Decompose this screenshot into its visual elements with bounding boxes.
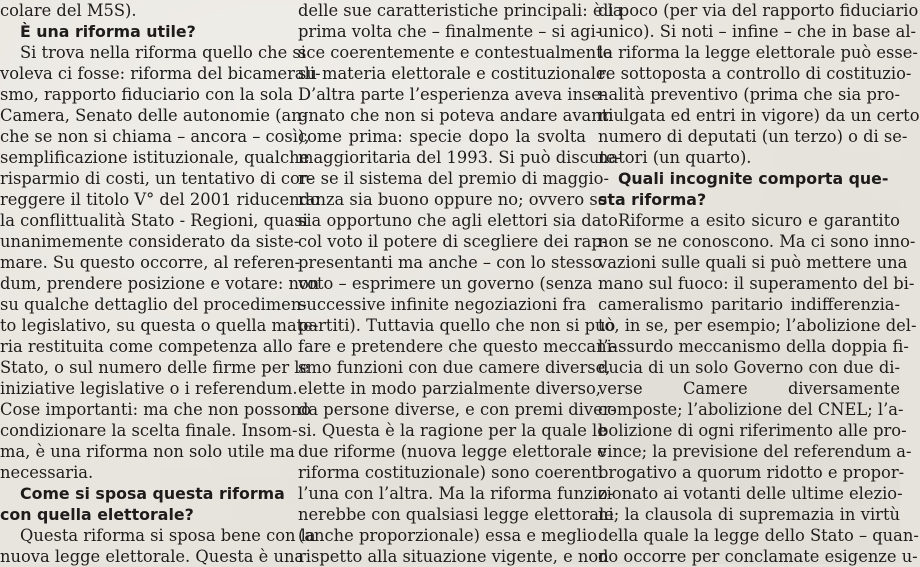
text-line: numero di deputati (un terzo) o di se- <box>598 127 908 146</box>
text-line: ni; la clausola di supremazia in virtù <box>598 505 900 524</box>
text-line: brogativo a quorum ridotto e propor- <box>598 463 905 482</box>
text-line: sce coerentemente e contestualmente <box>298 43 613 62</box>
text-line: unanimemente considerato da siste- <box>0 232 300 251</box>
text-line: l’una con l’altra. Ma la riforma funzio- <box>298 484 614 503</box>
paragraph-first-line: Questa riforma si sposa bene con la <box>20 526 316 545</box>
text-line: vazioni sulle quali si può mettere una <box>598 253 908 272</box>
text-line: re se il sistema del premio di maggio- <box>298 169 609 188</box>
text-line: che se non si chiama – ancora – così), <box>0 127 310 146</box>
text-line: ranza sia buono oppure no; ovvero se <box>298 190 608 209</box>
text-line: presentanti ma anche – con lo stesso <box>298 253 603 272</box>
text-line: mare. Su questo occorre, al referen- <box>0 253 301 272</box>
section-heading: sta riforma? <box>598 190 707 209</box>
text-line: unico). Si noti – infine – che in base al- <box>598 22 917 41</box>
paragraph-first-line: Si trova nella riforma quello che si <box>20 43 306 62</box>
text-line: risparmio di costi, un tentativo di cor- <box>0 169 314 188</box>
text-line: sia opportuno che agli elettori sia dato <box>298 211 618 230</box>
text-line: ria restituita come competenza allo <box>0 337 293 356</box>
text-line: voleva ci fosse: riforma del bicamerali- <box>0 64 321 83</box>
text-line: D’altra parte l’esperienza aveva inse- <box>298 85 607 104</box>
text-line: nerebbe con qualsiasi legge elettorale <box>298 505 614 524</box>
paragraph-last-line: natori (un quarto). <box>598 148 752 167</box>
text-line: come prima: specie dopo la svolta <box>298 127 586 146</box>
text-line: fare e pretendere che questo meccani- <box>298 337 618 356</box>
text-line: composte; l’abolizione del CNEL; l’a- <box>598 400 904 419</box>
text-line: la conflittualità Stato - Regioni, quasi <box>0 211 308 230</box>
paragraph-first-line: Riforme a esito sicuro e garantito <box>618 211 900 230</box>
text-line: maggioritaria del 1993. Si può discute- <box>298 148 622 167</box>
paragraph-last-line: colare del M5S). <box>0 1 137 20</box>
section-heading: Come si sposa questa riforma <box>20 484 285 503</box>
text-line: successive infinite negoziazioni fra <box>298 295 587 314</box>
text-line: Cose importanti: ma che non possono <box>0 400 311 419</box>
text-line: gnato che non si poteva andare avanti <box>298 106 614 125</box>
text-line: iniziative legislative o i referendum. <box>0 379 298 398</box>
section-heading: con quella elettorale? <box>0 505 194 524</box>
text-line: nalità preventivo (prima che sia pro- <box>598 85 900 104</box>
text-line: su materia elettorale e costituzionale. <box>298 64 611 83</box>
text-line: smo funzioni con due camere diverse, <box>298 358 611 377</box>
text-line: della quale la legge dello Stato – quan- <box>598 526 919 545</box>
text-line: su qualche dettaglio del procedimen- <box>0 295 307 314</box>
text-line: re sottoposta a controllo di costituzio- <box>598 64 912 83</box>
article-column-1 <box>0 0 321 566</box>
text-line: da persone diverse, e con premi diver- <box>298 400 616 419</box>
text-line: vince; la previsione del referendum a- <box>598 442 912 461</box>
text-line: la riforma la legge elettorale può esse- <box>598 43 918 62</box>
article-column-2 <box>298 0 623 566</box>
text-line: nuova legge elettorale. Questa è una <box>0 547 305 566</box>
paragraph-last-line: necessaria. <box>0 463 94 482</box>
text-line: di poco (per via del rapporto fiduciario <box>598 1 919 20</box>
text-line: delle sue caratteristiche principali: è la <box>298 1 623 20</box>
text-line: cameralismo paritario indifferenzia- <box>598 295 900 314</box>
text-line: partiti). Tuttavia quello che non si può <box>298 316 616 335</box>
text-line: non se ne conoscono. Ma ci sono inno- <box>598 232 916 251</box>
text-line: dum, prendere posizione e votare: non <box>0 274 320 293</box>
text-line: col voto il potere di scegliere dei rap- <box>298 232 608 251</box>
text-line: bolizione di ogni riferimento alle pro- <box>598 421 907 440</box>
text-line: ducia di un solo Governo con due di- <box>598 358 900 377</box>
text-line: l’assurdo meccanismo della doppia fi- <box>598 337 909 356</box>
article-column-3 <box>598 0 920 566</box>
text-line: mulgata ed entri in vigore) da un certo <box>598 106 920 125</box>
section-heading: Quali incognite comporta que- <box>618 169 889 188</box>
text-line: rispetto alla situazione vigente, e non <box>298 547 609 566</box>
text-line: verse Camere diversamente <box>598 379 900 398</box>
text-line: elette in modo parzialmente diverso, <box>298 379 601 398</box>
section-heading: È una riforma utile? <box>20 22 196 41</box>
text-line: Camera, Senato delle autonomie (an- <box>0 106 308 125</box>
text-line: to legislativo, su questa o quella mate- <box>0 316 319 335</box>
text-line: reggere il titolo V° del 2001 riducendo <box>0 190 320 209</box>
text-line: riforma costituzionale) sono coerenti <box>298 463 603 482</box>
text-line: prima volta che – finalmente – si agi- <box>298 22 602 41</box>
text-line: Stato, o sul numero delle firme per le <box>0 358 310 377</box>
text-line: (anche proporzionale) essa e meglio <box>298 526 597 545</box>
text-line: do occorre per conclamate esigenze u- <box>598 547 918 566</box>
text-line: condizionare la scelta finale. Insom- <box>0 421 298 440</box>
text-line: mano sul fuoco: il superamento del bi- <box>598 274 915 293</box>
text-line: voto – esprimere un governo (senza <box>298 274 593 293</box>
text-line: to, in se, per esempio; l’abolizione del- <box>598 316 917 335</box>
text-line: semplificazione istituzionale, qualche <box>0 148 310 167</box>
text-line: si. Questa è la ragione per la quale le <box>298 421 607 440</box>
text-line: smo, rapporto fiduciario con la sola <box>0 85 293 104</box>
text-line: due riforme (nuova legge elettorale e <box>298 442 607 461</box>
text-line: zionato ai votanti delle ultime elezio- <box>598 484 903 503</box>
text-line: ma, è una riforma non solo utile ma <box>0 442 295 461</box>
